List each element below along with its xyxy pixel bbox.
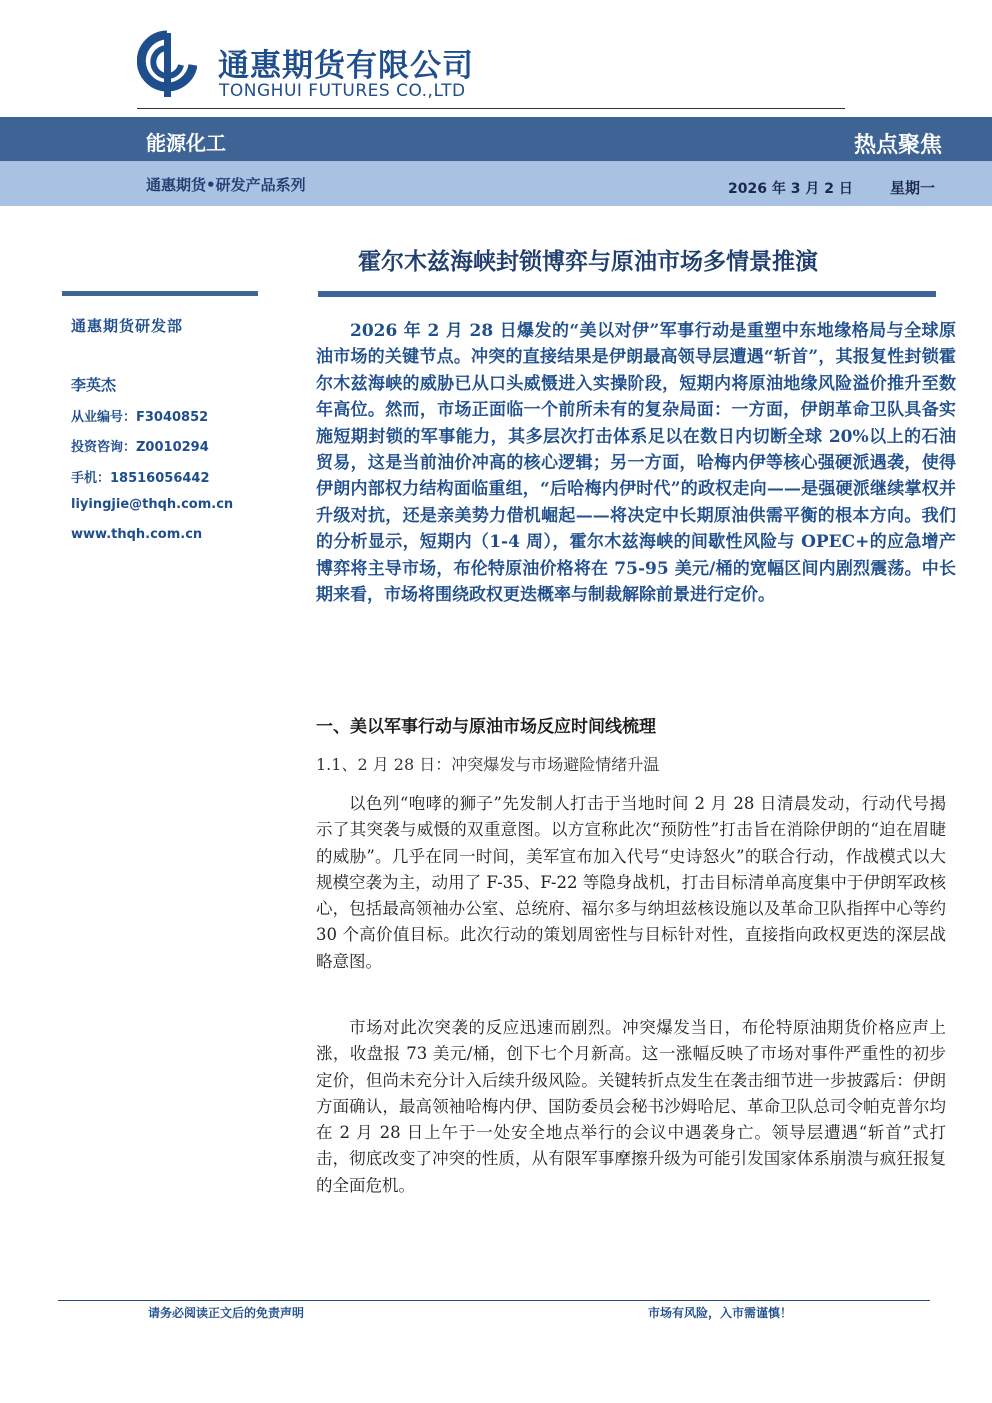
email-link[interactable]: liyingjie@thqh.com.cn [71,497,234,512]
footer-risk-notice: 市场有风险，入市需谨慎！ [648,1306,793,1320]
section-heading: 一、美以军事行动与原油市场反应时间线梳理 [316,717,656,737]
section-title: 能源化工 [146,131,226,155]
report-date: 2026 年 3 月 2 日 [728,181,853,197]
consult-number: 投资咨询：Z0010294 [71,440,209,455]
report-abstract: 2026 年 2 月 28 日爆发的“美以对伊”军事行动是重塑中东地缘格局与全球原油市场的关键节点。冲突的直接结果是伊朗最高领导层遭遇“斩首”，其报复性封锁霍尔木兹海峡的威胁已从口头威慑进入实操阶段，短期内将原油地缘风险溢价推升至数年高位。然而，市场正面临一个前所未有的复杂局面：一方面，伊朗革命卫队具备实施短期封锁的军事能力，其多层次打击体系足以在数日内切断全球 20%以上的石油贸易，这是当前油价冲高的核心逻辑；另一方面，哈梅内伊等核心强硬派遇袭，使得伊朗内部权力结构面临重组，“后哈梅内伊时代”的政权走向——是强硬派继续掌权并升级对抗，还是亲美势力借机崛起——将决定中长期原油供需平衡的根本方向。我们的分析显示，短期内（1-4 周），霍尔木兹海峡的间歇性风险与 OPEC+的应急增产博弈将主导市场，布伦特原油价格将在 75-95 美元/桶的宽幅区间内剧烈震荡。中长期来看，市场将围绕政权更迭概率与制裁解除前景进行定价。 [316,321,956,606]
tonghui-logo-icon [137,30,197,100]
body-paragraph: 以色列“咆哮的狮子”先发制人打击于当地时间 2 月 28 日清晨发动，行动代号揭示了其突袭与威慑的双重意图。以方宣称此次“预防性”打击旨在消除伊朗的“迫在眉睫的威胁”。几乎在同一时间，美军宣布加入代号“史诗怒火”的联合行动，作战模式以大规模空袭为主，动用了 F-35、F-22 等隐身战机，打击目标清单高度集中于伊朗军政核心，包括最高领袖办公室、总统府、福尔多与纳坦兹核设施以及革命卫队指挥中心等约 30 个高价值目标。此次行动的策划周密性与目标针对性，直接指向政权更迭的深层战略意图。 [316,794,946,971]
subsection-heading: 1.1、2 月 28 日：冲突爆发与市场避险情绪升温 [316,755,660,774]
website-link[interactable]: www.thqh.com.cn [71,527,203,542]
report-weekday: 星期一 [890,179,936,197]
body-paragraph: 市场对此次突袭的反应迅速而剧烈。冲突爆发当日，布伦特原油期货价格应声上涨，收盘报 73 美元/桶，创下七个月新高。这一涨幅反映了市场对事件严重性的初步定价，但尚未充分计入后续升级风险。关键转折点发生在袭击细节进一步披露后：伊朗方面确认，最高领袖哈梅内伊、国防委员会秘书沙姆哈尼、革命卫队总司令帕克普尔均在 2 月 28 日上午于一处安全地点举行的会议中遇袭身亡。领导层遭遇“斩首”式打击，彻底改变了冲突的性质，从有限军事摩擦升级为可能引发国家体系崩溃与疯狂报复的全面危机。 [316,1018,946,1195]
department-name: 通惠期货研发部 [71,317,184,335]
phone-number: 手机：18516056442 [71,471,210,486]
footer-disclaimer: 请务必阅读正文后的免责声明 [148,1306,305,1320]
header-divider [137,108,845,109]
category-title: 热点聚焦 [853,133,942,158]
analyst-name: 李英杰 [71,376,117,394]
company-name-cn: 通惠期货有限公司 [218,48,474,84]
sidebar-divider [62,291,258,296]
footer-divider [58,1300,930,1301]
license-number: 从业编号：F3040852 [71,410,209,425]
title-divider [318,291,936,297]
company-name-en: TONGHUI FUTURES CO.,LTD [219,81,466,101]
report-title: 霍尔木兹海峡封锁博弈与原油市场多情景推演 [358,249,818,275]
series-label: 通惠期货•研发产品系列 [146,176,306,194]
